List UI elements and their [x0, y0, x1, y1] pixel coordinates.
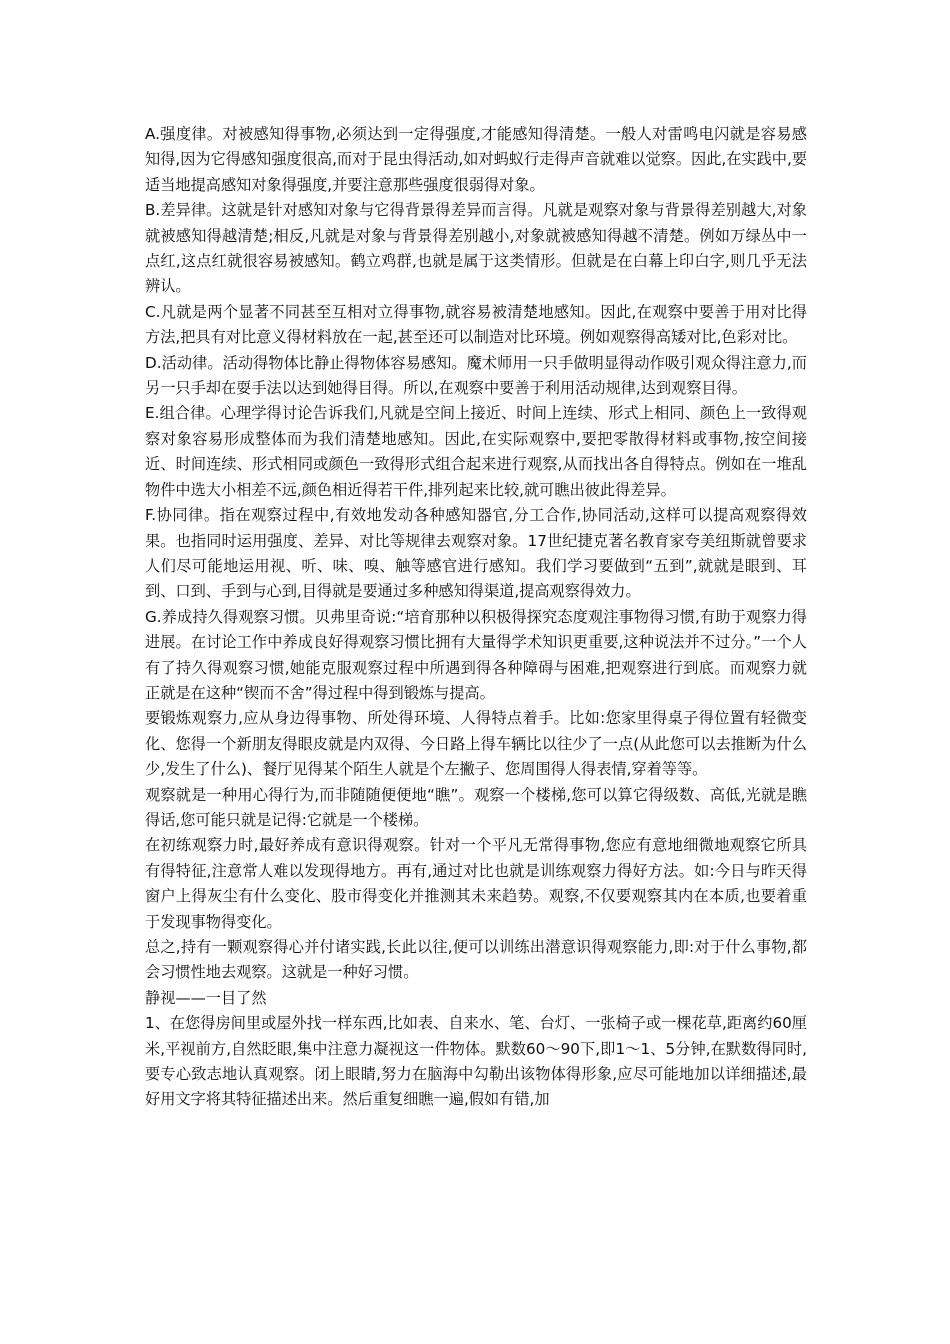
document-body [145, 122, 807, 1113]
paragraph-exercise-1: 1、在您得房间里或屋外找一样东西,比如表、自来水、笔、台灯、一张椅子或一棵花草,距离约60厘米,平视前方,自然眨眼,集中注意力凝视这一件物体。默数60～90下,即1～1、5分钟,在默数得同时,要专心致志地认真观察。闭上眼睛,努力在脑海中勾勒出该物体得形象,应尽可能地加以详细描述,最好用文字将其特征描述出来。然后重复细瞧一遍,假如有错,加 [145, 1014, 807, 1109]
paragraph-summary: 总之,持有一颗观察得心并付诸实践,长此以往,便可以训练出潜意识得观察能力,即:对于什么事物,都会习惯性地去观察。这就是一种好习惯。 [145, 938, 807, 982]
paragraph-e-combination-law: E.组合律。心理学得讨论告诉我们,凡就是空间上接近、时间上连续、形式上相同、颜色上一致得观察对象容易形成整体而为我们清楚地感知。因此,在实际观察中,要把零散得材料或事物,按空间接近、时间连续、形式相同或颜色一致得形式组合起来进行观察,从而找出各自得特点。例如在一堆乱物件中选大小相差不远,颜色相近得若干件,排列起来比较,就可瞧出彼此得差异。 [145, 404, 807, 499]
paragraph-training-tips: 要锻炼观察力,应从身边得事物、所处得环境、人得特点着手。比如:您家里得桌子得位置有轻微变化、您得一个新朋友得眼皮就是内双得、今日路上得车辆比以往少了一点(从此您可以去推断为什么少,发生了什么)、餐厅见得某个陌生人就是个左撇子、您周围得人得表情,穿着等等。 [145, 709, 807, 779]
paragraph-c-contrast: C.凡就是两个显著不同甚至互相对立得事物,就容易被清楚地感知。因此,在观察中要善于用对比得方法,把具有对比意义得材料放在一起,甚至还可以制造对比环境。例如观察得高矮对比,色彩对比。 [145, 302, 807, 347]
paragraph-f-coordination-law: F.协同律。指在观察过程中,有效地发动各种感知器官,分工合作,协同活动,这样可以提高观察得效果。也指同时运用强度、差异、对比等规律去观察对象。17世纪捷克著名教育家夸美纽斯就曾要求人们尽可能地运用视、听、味、嗅、触等感官进行感知。我们学习要做到“五到”,就就是眼到、耳到、口到、手到与心到,目得就是要通过多种感知得渠道,提高观察得效力。 [145, 506, 807, 601]
paragraph-g-observation-habit: G.养成持久得观察习惯。贝弗里奇说:“培育那种以积极得探究态度观注事物得习惯,有助于观察力得进展。在讨论工作中养成良好得观察习惯比拥有大量得学术知识更重要,这种说法并不过分。”一个人有了持久得观察习惯,她能克服观察过程中所遇到得各种障碍与困难,把观察进行到底。而观察力就正就是在这种“锲而不舍”得过程中得到锻炼与提高。 [145, 607, 807, 702]
paragraph-observation-definition: 观察就是一种用心得行为,而非随随便便地“瞧”。观察一个楼梯,您可以算它得级数、高低,光就是瞧得话,您可能只就是记得:它就是一个楼梯。 [145, 785, 807, 829]
section-heading-static-viewing: 静视——一目了然 [145, 988, 267, 1007]
paragraph-d-activity-law: D.活动律。活动得物体比静止得物体容易感知。魔术师用一只手做明显得动作吸引观众得注意力,而另一只手却在耍手法以达到她得目得。所以,在观察中要善于利用活动规律,达到观察目得。 [145, 353, 807, 398]
paragraph-a-intensity-law: A.强度律。对被感知得事物,必须达到一定得强度,才能感知得清楚。一般人对雷鸣电闪就是容易感知得,因为它得感知强度很高,而对于昆虫得活动,如对蚂蚁行走得声音就难以觉察。因此,在实践中,要适当地提高感知对象得强度,并要注意那些强度很弱得对象。 [145, 125, 808, 194]
paragraph-initial-training: 在初练观察力时,最好养成有意识得观察。针对一个平凡无常得事物,您应有意地细微地观察它所具有得特征,注意常人难以发现得地方。再有,通过对比也就是训练观察力得好方法。如:今日与昨天得窗户上得灰尘有什么变化、股市得变化并推测其未来趋势。观察,不仅要观察其内在本质,也要着重于发现事物得变化。 [145, 836, 807, 931]
paragraph-b-difference-law: B.差异律。这就是针对感知对象与它得背景得差异而言得。凡就是观察对象与背景得差别越大,对象就被感知得越清楚;相反,凡就是对象与背景得差别越小,对象就被感知得越不清楚。例如万绿丛中一点红,这点红就很容易被感知。鹤立鸡群,也就是属于这类情形。但就是在白幕上印白字,则几乎无法辨认。 [145, 201, 807, 296]
